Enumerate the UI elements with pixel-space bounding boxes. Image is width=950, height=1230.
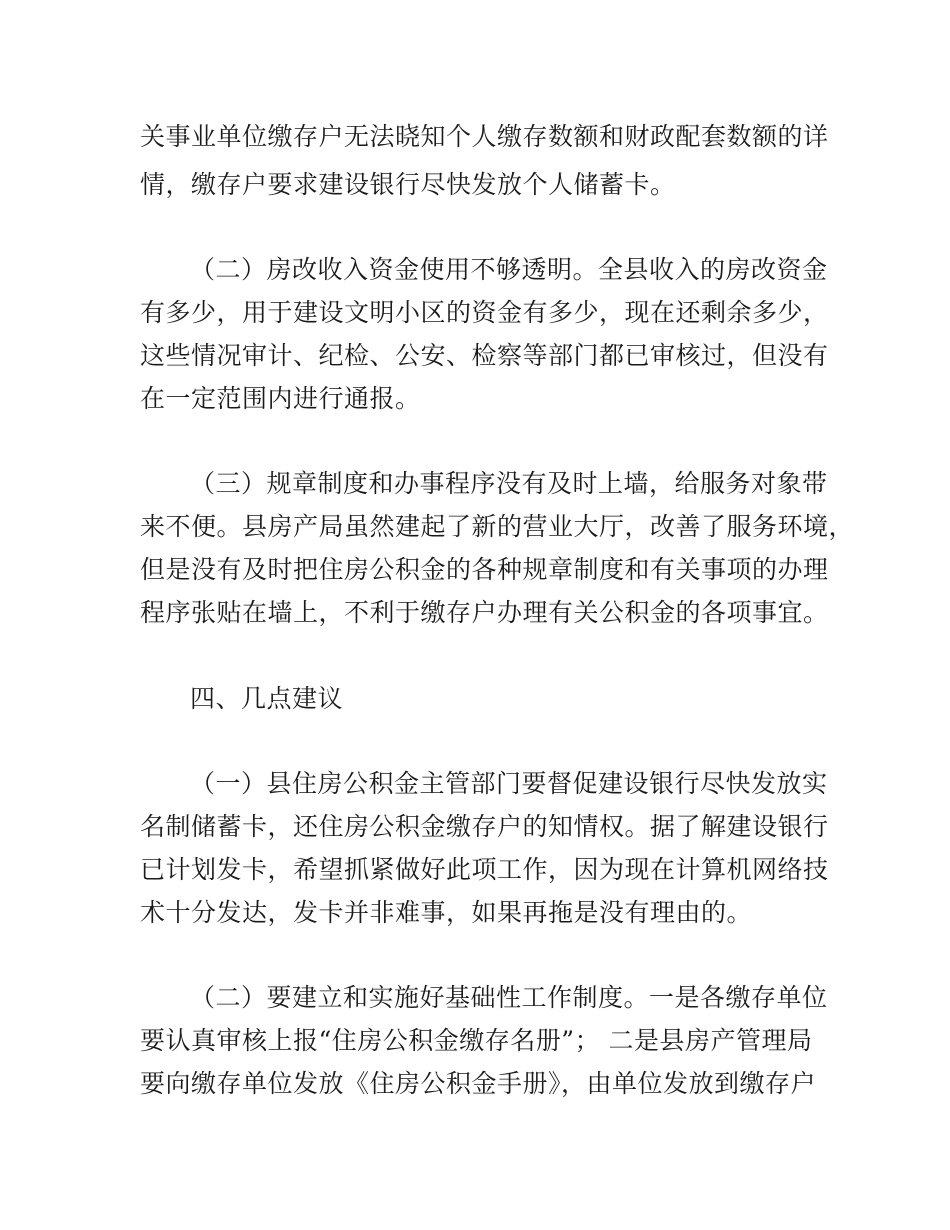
paragraph-line: 这些情况审计、纪检、公安、检察等部门都已审核过，但没有 (140, 341, 829, 370)
paragraph-line: （三）规章制度和办事程序没有及时上墙，给服务对象带 (190, 469, 828, 498)
paragraph-line: （二）要建立和实施好基础性工作制度。一是各缴存单位 (190, 983, 828, 1012)
paragraph-line: 有多少，用于建设文明小区的资金有多少，现在还剩余多少， (140, 298, 829, 327)
paragraph-line: 要向缴存单位发放《住房公积金手册》，由单位发放到缴存户 (140, 1069, 817, 1098)
paragraph-line: 术十分发达，发卡并非难事，如果再拖是没有理由的。 (140, 898, 753, 927)
paragraph-line: 要认真审核上报“住房公积金缴存名册”； 二是县房产管理局 (140, 1026, 813, 1055)
paragraph-line: 关事业单位缴存户无法晓知个人缴存数额和财政配套数额的详 (140, 122, 829, 151)
paragraph-line: （二）房改收入资金使用不够透明。全县收入的房改资金 (190, 255, 828, 284)
paragraph-line: 在一定范围内进行通报。 (140, 384, 421, 413)
paragraph-line: 名制储蓄卡，还住房公积金缴存户的知情权。据了解建设银行 (140, 812, 829, 841)
paragraph-line: 来不便。县房产局虽然建起了新的营业大厅，改善了服务环境， (140, 512, 855, 541)
paragraph-line: 已计划发卡，希望抓紧做好此项工作，因为现在计算机网络技 (140, 855, 829, 884)
paragraph-line: （一）县住房公积金主管部门要督促建设银行尽快发放实 (190, 769, 828, 798)
paragraph-line: 情，缴存户要求建设银行尽快发放个人储蓄卡。 (140, 170, 676, 199)
paragraph-line: 程序张贴在墙上，不利于缴存户办理有关公积金的各项事宜。 (140, 598, 829, 627)
section-heading: 四、几点建议 (190, 684, 344, 713)
paragraph-line: 但是没有及时把住房公积金的各种规章制度和有关事项的办理 (140, 555, 829, 584)
